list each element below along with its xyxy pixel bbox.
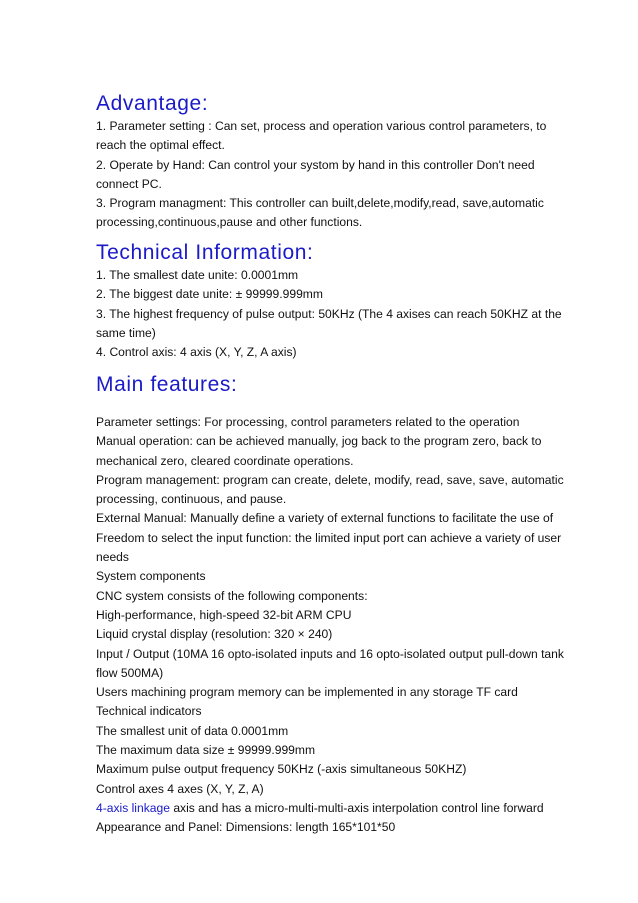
feature-line: The maximum data size ± 99999.999mm <box>96 743 316 758</box>
feature-line: Maximum pulse output frequency 50KHz (-axis simultaneous 50KHZ) <box>96 762 467 777</box>
advantage-heading: Advantage: <box>96 92 209 115</box>
linkage-description: axis and has a micro-multi-multi-axis interpolation control line forward <box>169 800 544 815</box>
technical-item: 1. The smallest date unite: 0.0001mm <box>96 268 299 282</box>
feature-line: Users machining program memory can be implemented in any storage TF card <box>96 685 518 700</box>
feature-line: Freedom to select the input function: the limited input port can achieve a variety of user needs <box>96 530 562 565</box>
feature-line: Liquid crystal display (resolution: 320 × 240) <box>96 627 333 642</box>
advantage-item: 2. Operate by Hand: Can control your systom by hand in this controller Don't need connect PC. <box>96 157 535 191</box>
feature-line: Control axes 4 axes (X, Y, Z, A) <box>96 781 264 796</box>
technical-item: 4. Control axis: 4 axis (X, Y, Z, A axis) <box>96 345 297 360</box>
feature-line: The smallest unit of data 0.0001mm <box>96 723 289 738</box>
feature-line: CNC system consists of the following components: <box>96 588 368 603</box>
feature-line: Input / Output (10MA 16 opto-isolated inputs and 16 opto-isolated output pull-down tank flow 500MA) <box>96 646 564 680</box>
feature-line: Parameter settings: For processing, control parameters related to the operation <box>96 415 520 429</box>
features-heading: Main features: <box>96 373 238 396</box>
feature-line: Program management: program can create, delete, modify, read, save, save, automatic processing, continuous, and pause. <box>96 472 564 507</box>
feature-line: External Manual: Manually define a variety of external functions to facilitate the use of <box>96 511 554 526</box>
feature-line: Technical indicators <box>96 704 202 719</box>
technical-item: 2. The biggest date unite: ± 99999.999mm <box>96 287 323 302</box>
feature-line: Appearance and Panel: Dimensions: length 165*101*50 <box>96 820 396 835</box>
feature-line-linkage <box>96 799 566 818</box>
advantage-item: 3. Program managment: This controller can built,delete,modify,read, save,automatic processing,continuous,pause and other functions. <box>96 196 544 230</box>
advantage-list <box>96 117 566 233</box>
feature-line: Manual operation: can be achieved manually, jog back to the program zero, back to mechanical zero, cleared coordinate operations. <box>96 434 542 468</box>
technical-heading: Technical Information: <box>96 241 314 264</box>
feature-line: High-performance, high-speed 32-bit ARM CPU <box>96 607 352 622</box>
technical-item: 3. The highest frequency of pulse output: 50KHz (The 4 axises can reach 50KHZ at the same time) <box>96 306 562 340</box>
feature-line: System components <box>96 569 206 584</box>
features-list <box>96 413 566 838</box>
technical-list <box>96 266 566 362</box>
four-axis-linkage-link[interactable]: 4-axis linkage <box>96 800 170 815</box>
advantage-item: 1. Parameter setting : Can set, process and operation various control parameters, to reach the optimal effect. <box>96 119 547 153</box>
